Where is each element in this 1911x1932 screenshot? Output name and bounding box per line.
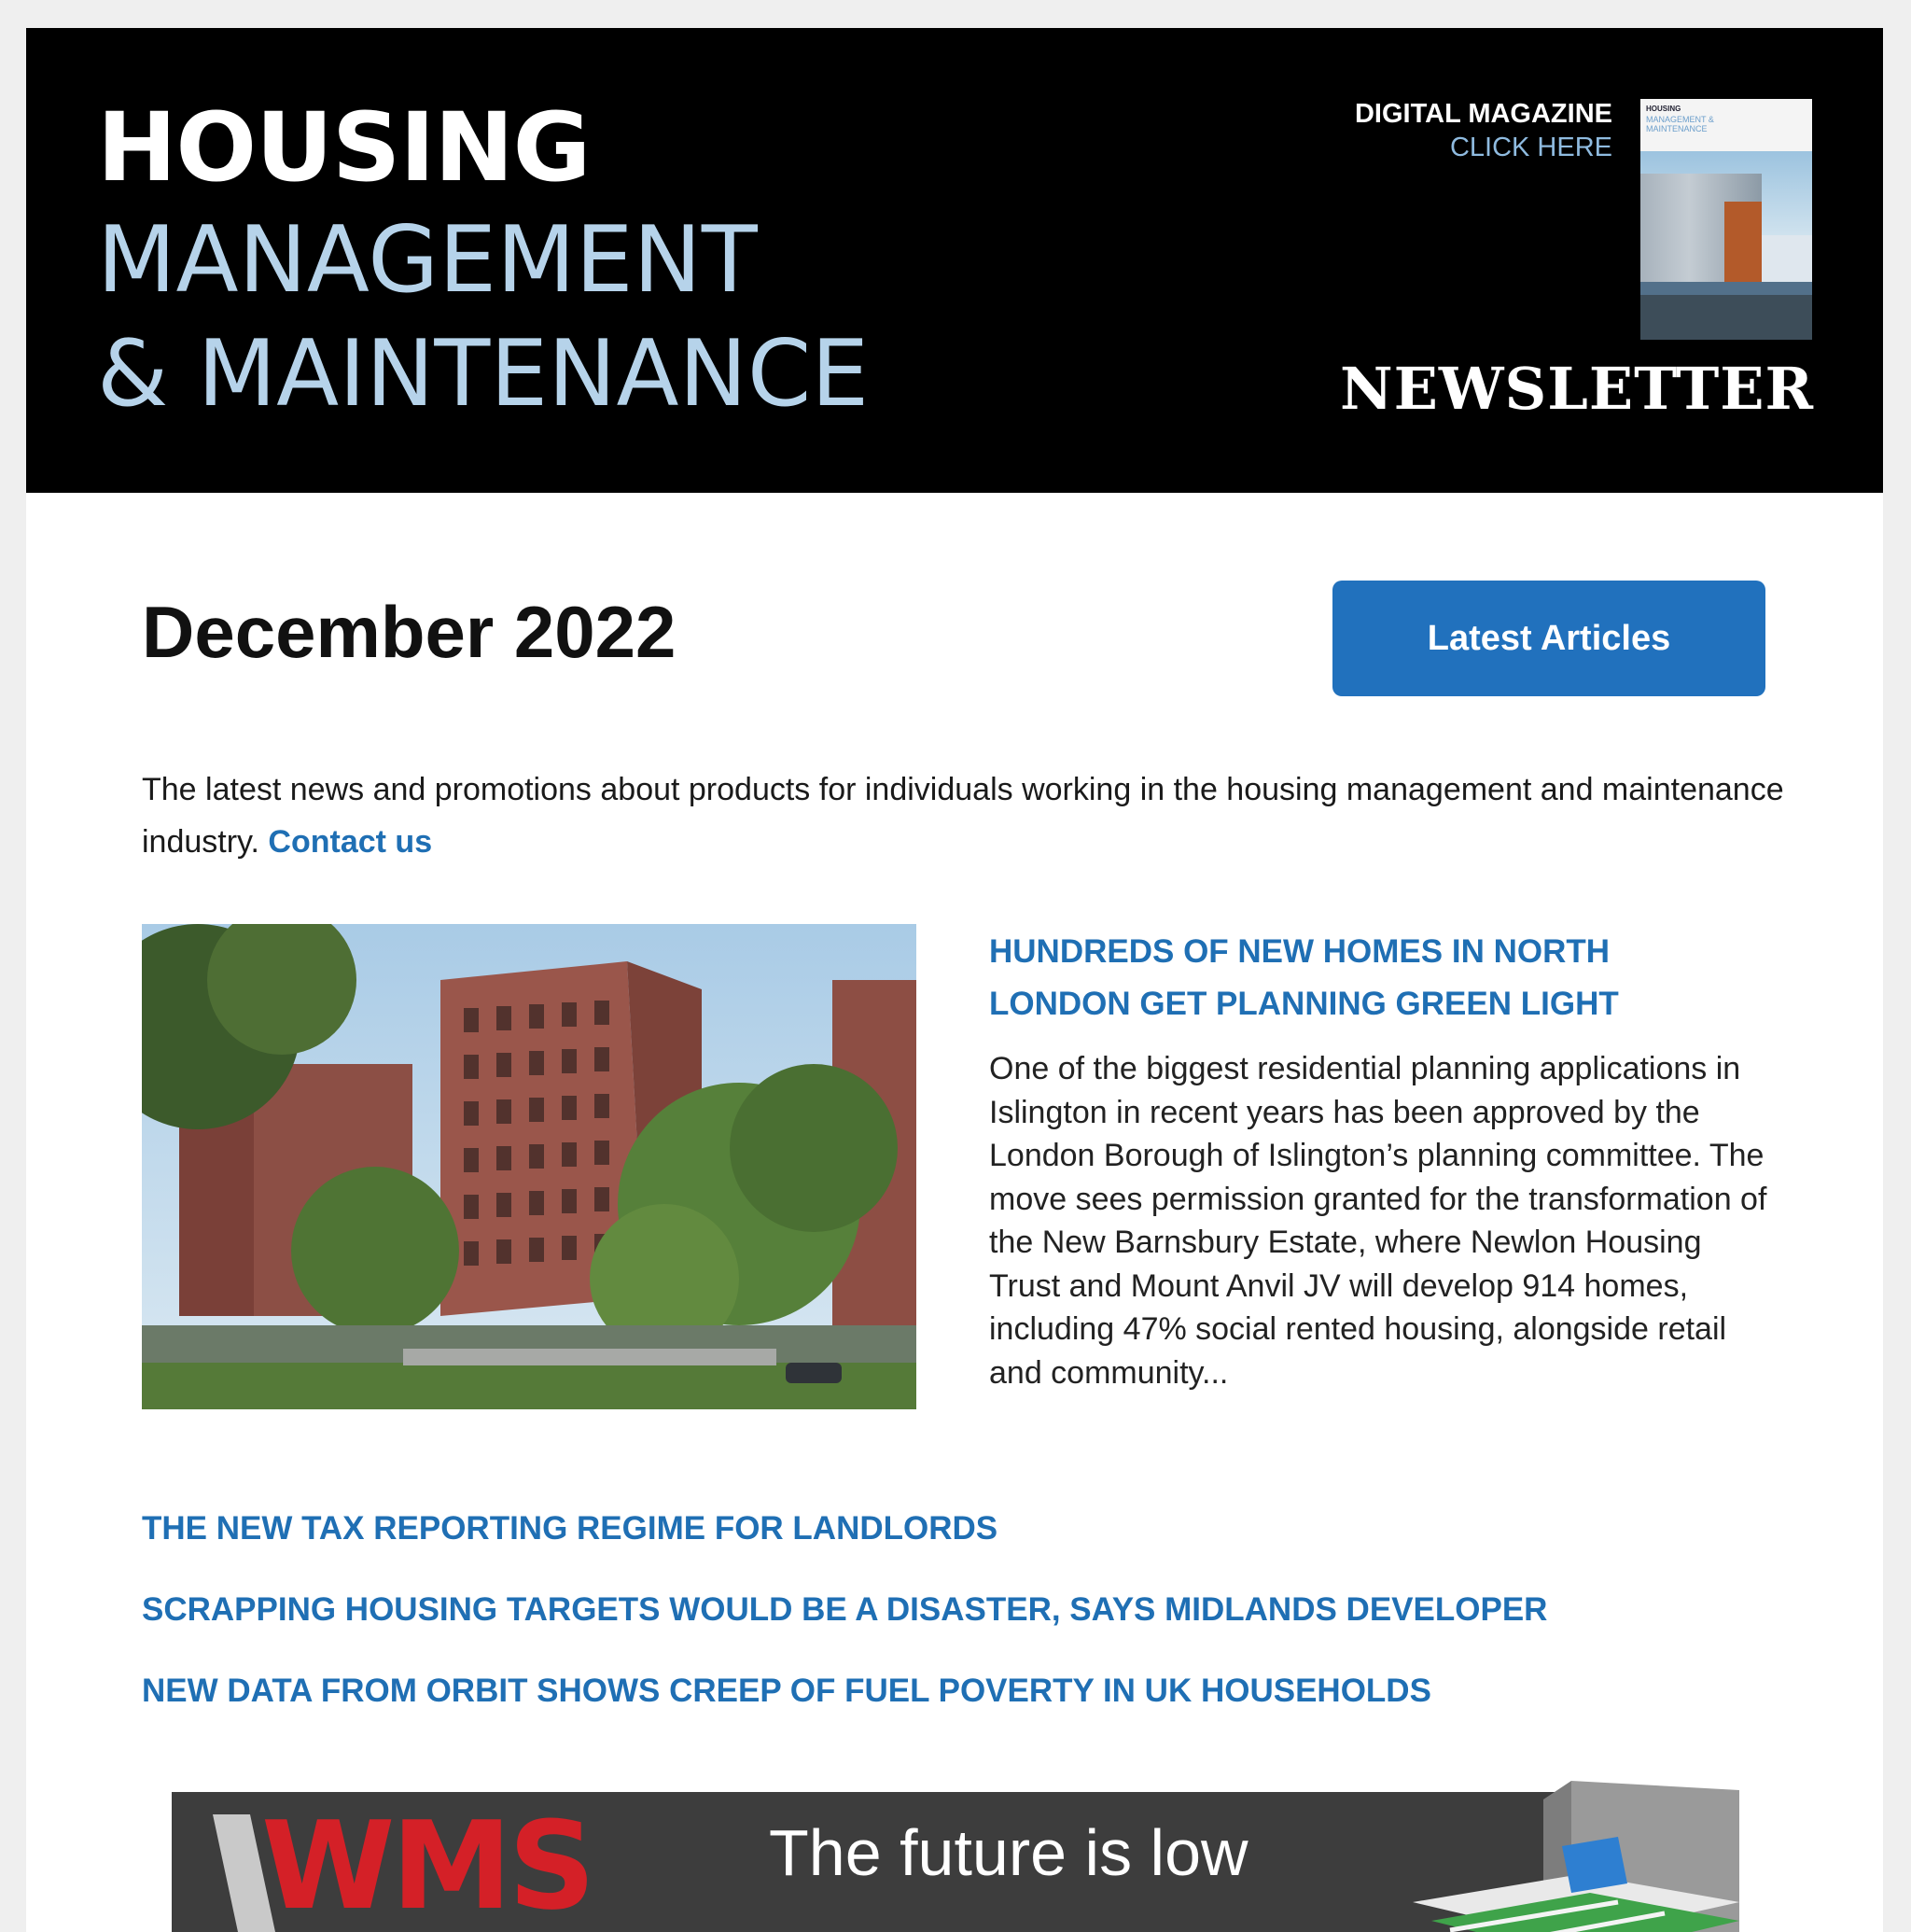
newsletter-page (26, 28, 1883, 1932)
wms-logo-text: WMS (261, 1795, 593, 1932)
building-rendering-illustration (142, 924, 916, 1409)
issue-date-heading: December 2022 (142, 591, 677, 673)
intro-paragraph (142, 763, 1784, 868)
digital-magazine-label: DIGITAL MAGAZINE (1354, 99, 1612, 129)
brand-line-maintenance: & MAINTENANCE (97, 321, 870, 427)
story-link-fuel-poverty[interactable]: NEW DATA FROM ORBIT SHOWS CREEP OF FUEL POVERTY IN UK HOUSEHOLDS (142, 1673, 1431, 1709)
magazine-cover-building-facade (1724, 202, 1762, 295)
advert-tagline: The future is low (769, 1816, 1248, 1889)
latest-articles-button[interactable]: Latest Articles (1332, 581, 1765, 696)
brand-line-housing: HOUSING (97, 92, 591, 203)
story-link-tax-reporting[interactable]: THE NEW TAX REPORTING REGIME FOR LANDLORDS (142, 1510, 998, 1547)
digital-magazine-click-here-link[interactable]: CLICK HERE (1449, 133, 1612, 162)
feature-story-summary: One of the biggest residential planning applications in Islington in recent years has been approved by the London Borough of Islington’s planning committee. The move sees permission granted for the transformation of the New Barnsbury Estate, where Newlon Housing Trust and Mount Anvil JV will develop 914 homes, including 47% social rented housing, alongside retail and community... (989, 1051, 1767, 1391)
newsletter-header (26, 28, 1883, 493)
feature-story-image[interactable] (142, 924, 916, 1409)
magazine-cover-footer-band (1640, 295, 1812, 340)
magazine-cover-title-housing: HOUSING (1646, 105, 1681, 113)
brand-line-management: MANAGEMENT (97, 207, 758, 314)
magazine-cover-title-management: MANAGEMENT & MAINTENANCE (1646, 115, 1714, 133)
newsletter-label: NEWSLETTER (1339, 355, 1814, 423)
underfloor-heating-product-icon (1394, 1781, 1739, 1932)
contact-us-link[interactable]: Contact us (268, 824, 433, 860)
intro-text: The latest news and promotions about products for individuals working in the housing management and maintenance industry. (142, 772, 1784, 860)
story-link-housing-targets[interactable]: SCRAPPING HOUSING TARGETS WOULD BE A DISASTER, SAYS MIDLANDS DEVELOPER (142, 1591, 1548, 1628)
magazine-cover-thumbnail[interactable] (1640, 99, 1812, 340)
feature-story-title-link[interactable]: HUNDREDS OF NEW HOMES IN NORTH LONDON GET PLANNING GREEN LIGHT (989, 933, 1619, 1022)
